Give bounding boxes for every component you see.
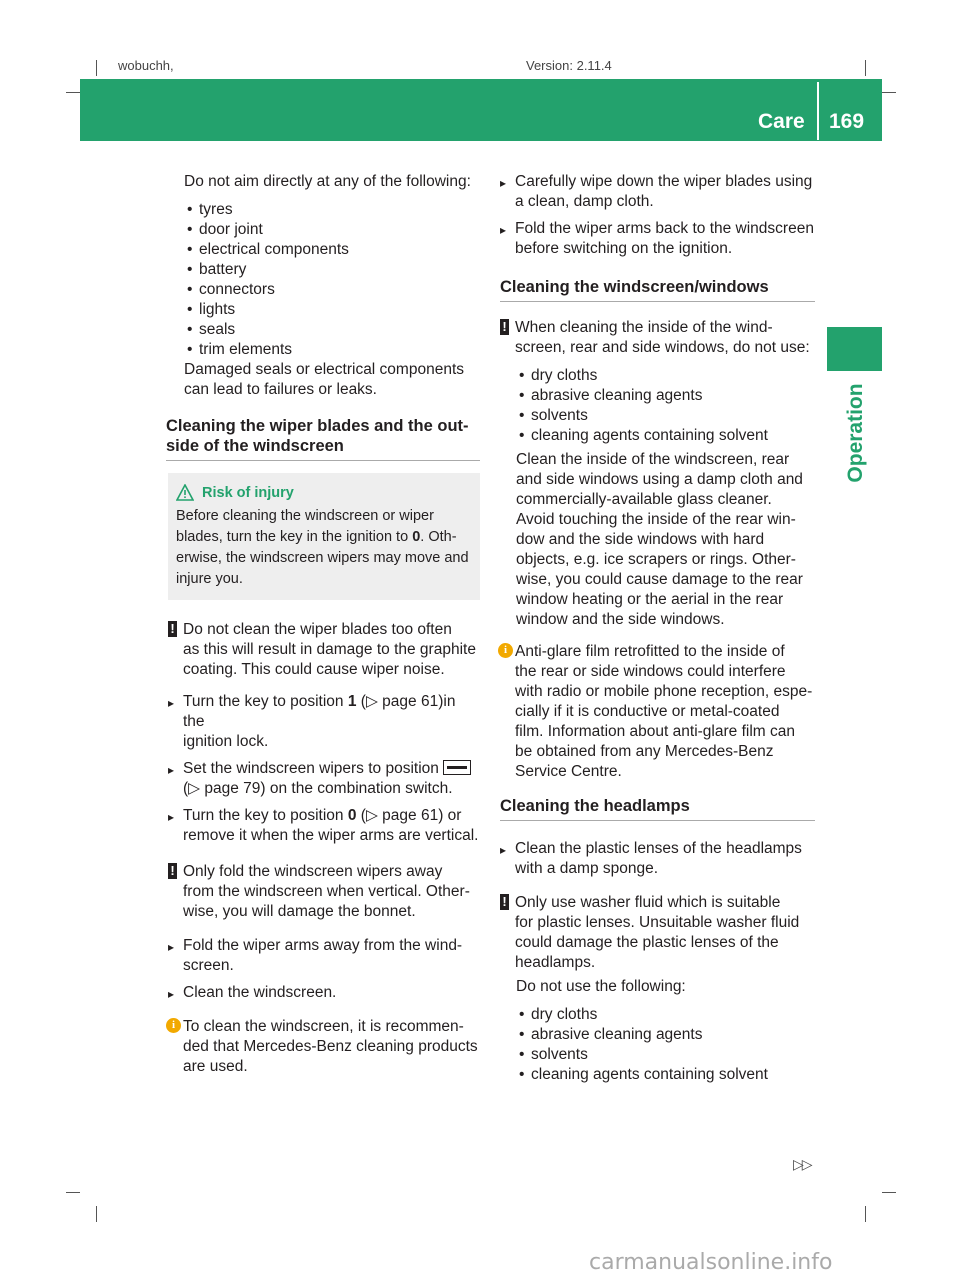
risk-text: blades, turn the key in the ignition to [176,529,413,545]
instruction-step [168,759,480,799]
list-item: • solvents [516,406,815,426]
step-arrow-icon: ▸ [168,696,175,710]
step-line [183,692,480,732]
instruction-step [168,806,480,846]
info-note [168,1017,480,1077]
step-line: screen. [183,957,234,974]
side-tab-marker [827,327,882,371]
note-line: To clean the windscreen, it is recommen- [183,1018,464,1035]
note-line: from the windscreen when vertical. Other- [183,883,470,900]
note-line: as this will result in damage to the graphite [183,641,476,658]
left-column [168,172,480,1085]
step-arrow-icon: ▸ [168,940,175,954]
step-line [183,759,480,779]
step-line: Clean the windscreen. [183,984,337,1001]
step-line: with a damp sponge. [515,860,659,877]
step-text: Set the windscreen wipers to position [183,760,444,777]
step-text: Turn the key to position [183,807,348,824]
note-line: coating. This could cause wiper noise. [183,661,445,678]
page-number: 169 [829,110,865,133]
step-line: before switching on the ignition. [515,240,733,257]
note-line: film. Information about anti-glare film can [515,723,795,740]
step-arrow-icon: ▸ [168,987,175,1001]
list-item: • dry cloths [516,1005,815,1025]
print-meta-right: Version: 2.11.4 [526,58,612,73]
step-arrow-icon: ▸ [500,176,507,190]
exclamation-icon: ! [168,863,177,879]
warning-triangle-icon [176,484,194,501]
step-arrow-icon: ▸ [168,810,175,824]
continued-arrows-icon: ▷▷ [793,1156,811,1172]
paragraph-line: commercially-available glass cleaner. [516,491,772,508]
instruction-step [500,839,815,879]
list-item: • tyres [184,200,480,220]
heading-line: Cleaning the wiper blades and the out- [166,417,469,435]
crop-mark [66,1192,80,1193]
step-line: (▷ page 79) on the combination switch. [183,780,453,797]
exclamation-icon: ! [500,894,509,910]
list-item: • solvents [516,1045,815,1065]
bullet-list [500,1005,815,1085]
side-tab-label: Operation [844,383,867,483]
page-ref: (▷ page 61)in the [183,693,456,730]
list-item: • trim elements [184,340,480,360]
risk-warning-box [168,473,480,600]
risk-title: Risk of injury [202,485,294,501]
note-line: be obtained from any Mercedes-Benz [515,743,774,760]
note-line: ded that Mercedes-Benz cleaning products [183,1038,478,1055]
wiper-off-position-icon [443,760,471,775]
paragraph-line: can lead to failures or leaks. [184,381,377,398]
heading-line: side of the windscreen [166,437,344,455]
instruction-step [168,692,480,752]
list-item: • dry cloths [516,366,815,386]
paragraph-line: wise, you could cause damage to the rear [516,571,803,588]
step-line: Carefully wipe down the wiper blades using [515,173,813,190]
note-line: the rear or side windows could interfere [515,663,786,680]
step-line: Clean the plastic lenses of the headlamps [515,840,802,857]
step-line: ignition lock. [183,733,269,750]
paragraph-line: objects, e.g. ice scrapers or rings. Other- [516,551,796,568]
header-separator [817,82,819,140]
paragraph-line: dow and the side windows with hard [516,531,765,548]
note-line: cially if it is conductive or metal-coated [515,703,780,720]
step-line: remove it when the wiper arms are vertical. [183,827,479,844]
note-line: are used. [183,1058,248,1075]
info-icon: i [166,1018,181,1033]
bullet-list [500,366,815,446]
section-heading-windows: Cleaning the windscreen/windows [500,277,815,302]
paragraph-line: Do not use the following: [516,978,686,995]
step-text: Turn the key to position [183,693,348,710]
position-value: 0 [412,529,421,545]
crop-mark [865,1206,866,1222]
intro-text: Do not aim directly at any of the following: [184,173,471,190]
list-item: • battery [184,260,480,280]
note-line: screen, rear and side windows, do not use: [515,339,810,356]
crop-mark [882,1192,896,1193]
caution-note [500,318,815,358]
crop-mark [865,60,866,76]
paragraph-line: Clean the inside of the windscreen, rear [516,451,790,468]
instruction-step [168,983,480,1003]
note-line: with radio or mobile phone reception, espe- [515,683,813,700]
crop-mark [96,60,97,76]
instruction-step [168,936,480,976]
paragraph-line: and side windows using a damp cloth and [516,471,803,488]
info-icon: i [498,643,513,658]
instruction-step [500,219,815,259]
caution-note [168,862,480,922]
step-arrow-icon: ▸ [500,223,507,237]
note-line: Anti-glare film retrofitted to the inside of [515,643,785,660]
print-meta-left: wobuchh, [118,58,174,73]
step-arrow-icon: ▸ [168,763,175,777]
list-item: • abrasive cleaning agents [516,1025,815,1045]
info-note [500,642,815,782]
step-line: Fold the wiper arms back to the windscreen [515,220,814,237]
right-column [500,172,815,1085]
caution-note [500,893,815,973]
note-line: When cleaning the inside of the wind- [515,319,773,336]
risk-line [176,527,472,548]
note-line: headlamps. [515,954,596,971]
paragraph-line: Avoid touching the inside of the rear win- [516,511,796,528]
section-heading-headlamps: Cleaning the headlamps [500,796,815,821]
exclamation-icon: ! [168,621,177,637]
note-line: for plastic lenses. Unsuitable washer fluid [515,914,800,931]
page-ref: (▷ page 61) or [356,807,462,824]
paragraph-line: window and the side windows. [516,611,725,628]
risk-line: Before cleaning the windscreen or wiper [176,508,434,524]
risk-line: injure you. [176,571,243,587]
note-line: Service Centre. [515,763,622,780]
position-value: 0 [347,807,357,824]
risk-text: . Oth- [420,529,457,545]
paragraph-line: window heating or the aerial in the rear [516,591,784,608]
crop-mark [882,92,896,93]
position-value: 1 [347,693,357,710]
paragraph [500,450,815,630]
paragraph-line: Damaged seals or electrical components [184,361,464,378]
step-line: a clean, damp cloth. [515,193,654,210]
list-item: • door joint [184,220,480,240]
note-line: could damage the plastic lenses of the [515,934,779,951]
exclamation-icon: ! [500,319,509,335]
list-item: • connectors [184,280,480,300]
bullet-list [168,200,480,360]
note-line: Only fold the windscreen wipers away [183,863,443,880]
list-item: • electrical components [184,240,480,260]
risk-heading [176,483,472,504]
watermark: carmanualsonline.info [589,1250,833,1275]
section-heading-wiper [166,416,480,461]
list-item: • cleaning agents containing solvent [516,1065,815,1085]
section-title: Care [758,110,805,133]
step-line: Fold the wiper arms away from the wind- [183,937,463,954]
crop-mark [96,1206,97,1222]
list-item: • abrasive cleaning agents [516,386,815,406]
step-arrow-icon: ▸ [500,843,507,857]
list-item: • seals [184,320,480,340]
list-item: • cleaning agents containing solvent [516,426,815,446]
instruction-step [500,172,815,212]
note-line: wise, you will damage the bonnet. [183,903,416,920]
crop-mark [66,92,80,93]
note-line: Only use washer fluid which is suitable [515,894,781,911]
step-line [183,806,480,826]
list-item: • lights [184,300,480,320]
caution-note [168,620,480,680]
note-line: Do not clean the wiper blades too often [183,621,452,638]
risk-line: erwise, the windscreen wipers may move and [176,550,469,566]
